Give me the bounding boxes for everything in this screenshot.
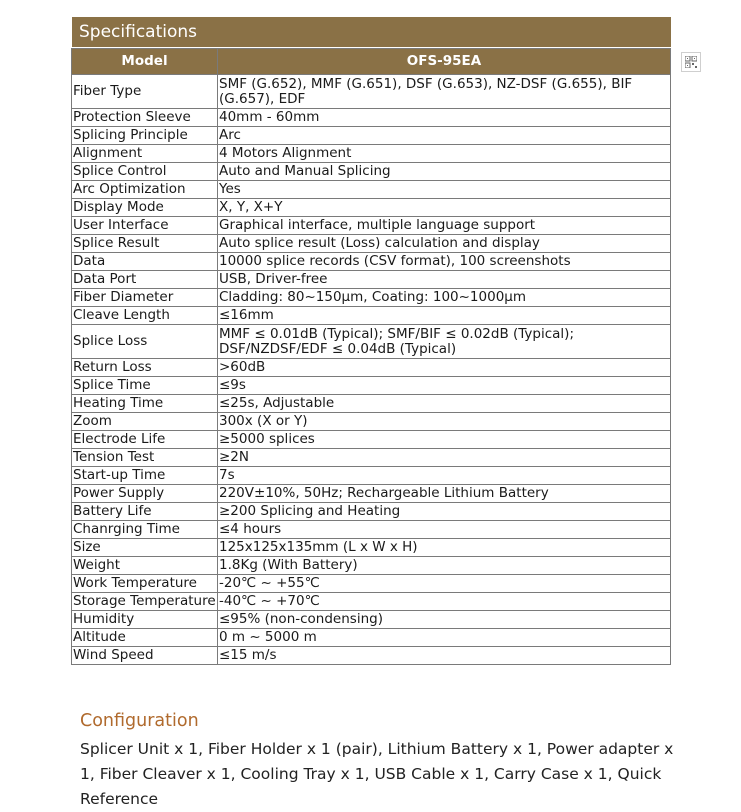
table-row — [72, 109, 671, 127]
spec-value: 125x125x135mm (L x W x H) — [218, 539, 671, 557]
table-row — [72, 235, 671, 253]
spec-value: 0 m ~ 5000 m — [218, 629, 671, 647]
spec-label: Splice Loss — [72, 325, 218, 359]
spec-label: Start-up Time — [72, 467, 218, 485]
table-row — [72, 217, 671, 235]
table-row — [72, 289, 671, 307]
spec-label: Storage Temperature — [73, 593, 216, 609]
table-row — [72, 127, 671, 145]
spec-value: Auto and Manual Splicing — [218, 163, 671, 181]
spec-label: Protection Sleeve — [72, 109, 218, 127]
table-row — [72, 467, 671, 485]
specifications-title: Specifications — [72, 17, 671, 47]
spec-label: Splicing Principle — [72, 127, 218, 145]
spec-label: Battery Life — [72, 503, 218, 521]
table-row — [72, 199, 671, 217]
configuration-text: Splicer Unit x 1, Fiber Holder x 1 (pair), Lithium Battery x 1, Power adapter x 1, Fiber Cleaver x 1, Cooling Tray x 1, USB Cable x 1, Carry Case x 1, Quick Reference — [80, 740, 674, 808]
table-row — [72, 611, 671, 629]
table-row — [72, 395, 671, 413]
spec-value: ≤95% (non-condensing) — [218, 611, 671, 629]
table-row — [72, 575, 671, 593]
table-row — [72, 503, 671, 521]
table-row — [72, 521, 671, 539]
spec-value: ≤4 hours — [218, 521, 671, 539]
spec-label: Alignment — [72, 145, 218, 163]
table-row — [72, 145, 671, 163]
spec-value: 220V±10%, 50Hz; Rechargeable Lithium Battery — [218, 485, 671, 503]
spec-label: Fiber Diameter — [72, 289, 218, 307]
spec-label: Tension Test — [72, 449, 218, 467]
spec-label: Data — [72, 253, 218, 271]
spec-value: 40mm - 60mm — [218, 109, 671, 127]
table-row — [72, 307, 671, 325]
spec-value: X, Y, X+Y — [218, 199, 671, 217]
spec-label: Altitude — [72, 629, 218, 647]
table-row — [72, 449, 671, 467]
spec-value: Yes — [218, 181, 671, 199]
spec-label: Splice Time — [72, 377, 218, 395]
spec-label: Electrode Life — [72, 431, 218, 449]
spec-value: ≥200 Splicing and Heating — [218, 503, 671, 521]
spec-value: ≤16mm — [218, 307, 671, 325]
specifications-body — [72, 75, 671, 665]
table-row — [72, 377, 671, 395]
spec-value: 1.8Kg (With Battery) — [218, 557, 671, 575]
spec-value: Auto splice result (Loss) calculation and display — [218, 235, 671, 253]
spec-value: ≤15 m/s — [218, 647, 671, 665]
spec-label: Fiber Type — [72, 75, 218, 109]
spec-value: 300x (X or Y) — [218, 413, 671, 431]
table-row — [72, 359, 671, 377]
spec-label: Weight — [72, 557, 218, 575]
table-row — [72, 539, 671, 557]
spec-label: Zoom — [72, 413, 218, 431]
configuration-title: Configuration — [80, 711, 199, 731]
specifications-table — [71, 48, 671, 665]
table-row — [72, 163, 671, 181]
table-row — [72, 629, 671, 647]
table-row — [72, 253, 671, 271]
spec-value: 7s — [218, 467, 671, 485]
spec-label: Data Port — [72, 271, 218, 289]
spec-label: Work Temperature — [72, 575, 218, 593]
table-header-row — [72, 49, 671, 75]
spec-value: ≥2N — [218, 449, 671, 467]
qr-code-icon[interactable] — [681, 52, 701, 72]
spec-label: Power Supply — [72, 485, 218, 503]
table-row — [72, 593, 671, 611]
spec-value: -20℃ ~ +55℃ — [218, 575, 671, 593]
qr-code-glyph — [685, 56, 697, 68]
spec-label: Chanrging Time — [72, 521, 218, 539]
spec-value: ≥5000 splices — [218, 431, 671, 449]
table-row — [72, 271, 671, 289]
table-row — [72, 413, 671, 431]
spec-value: ≤9s — [218, 377, 671, 395]
spec-label: Splice Control — [72, 163, 218, 181]
spec-value: Graphical interface, multiple language support — [218, 217, 671, 235]
spec-value: MMF ≤ 0.01dB (Typical); SMF/BIF ≤ 0.02dB (Typical); DSF/NZDSF/EDF ≤ 0.04dB (Typical) — [218, 325, 671, 359]
spec-value: 4 Motors Alignment — [218, 145, 671, 163]
table-row — [72, 485, 671, 503]
spec-value: 10000 splice records (CSV format), 100 screenshots — [218, 253, 671, 271]
table-row — [72, 647, 671, 665]
header-model-value: OFS-95EA — [218, 49, 671, 75]
spec-label: Return Loss — [72, 359, 218, 377]
spec-label: Cleave Length — [72, 307, 218, 325]
table-row — [72, 557, 671, 575]
spec-value: Cladding: 80~150μm, Coating: 100~1000μm — [218, 289, 671, 307]
table-row — [72, 325, 671, 359]
spec-label: Wind Speed — [72, 647, 218, 665]
spec-value: Arc — [218, 127, 671, 145]
table-row — [72, 181, 671, 199]
spec-label: Splice Result — [72, 235, 218, 253]
spec-value: USB, Driver-free — [218, 271, 671, 289]
spec-label: Size — [72, 539, 218, 557]
spec-label: Arc Optimization — [72, 181, 218, 199]
spec-label: Humidity — [72, 611, 218, 629]
spec-label: Heating Time — [72, 395, 218, 413]
spec-label: Display Mode — [72, 199, 218, 217]
spec-value: >60dB — [218, 359, 671, 377]
spec-value: -40℃ ~ +70℃ — [218, 593, 671, 611]
spec-label: User Interface — [72, 217, 218, 235]
spec-value: ≤25s, Adjustable — [218, 395, 671, 413]
header-model-label: Model — [72, 49, 218, 75]
table-row — [72, 75, 671, 109]
spec-value: SMF (G.652), MMF (G.651), DSF (G.653), NZ-DSF (G.655), BIF (G.657), EDF — [218, 75, 671, 109]
table-row — [72, 431, 671, 449]
